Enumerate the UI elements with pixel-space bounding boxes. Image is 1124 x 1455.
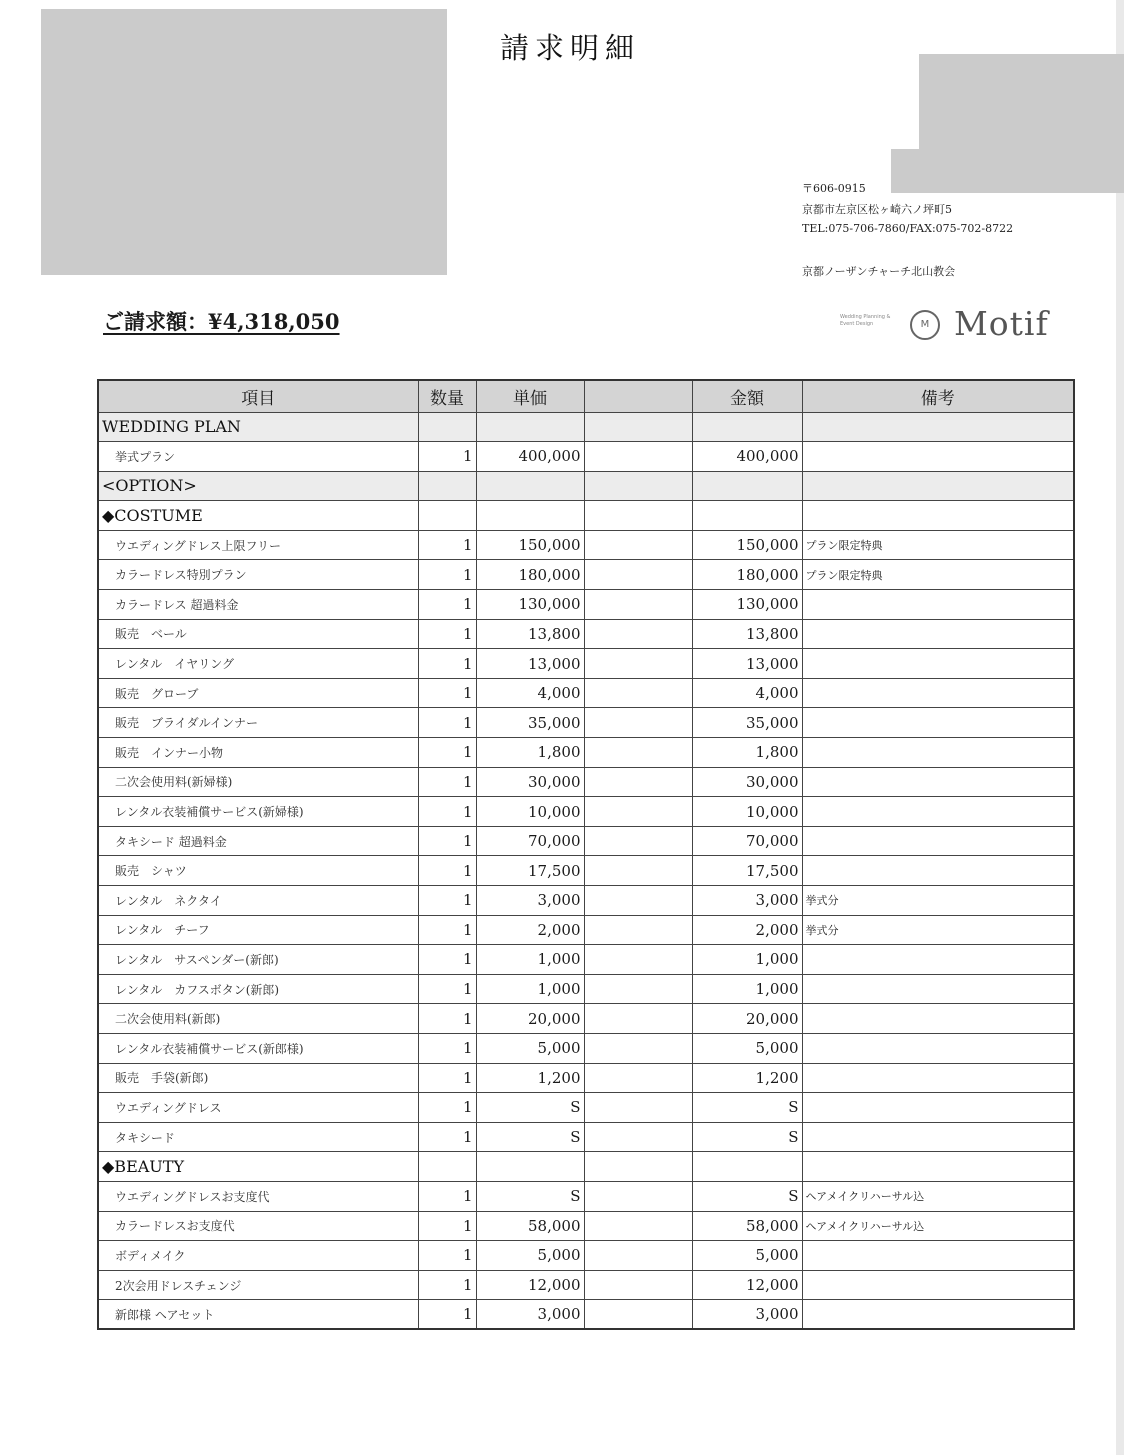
cell-item: レンタル衣装補償サービス(新婦様) bbox=[98, 797, 418, 827]
cell-item: ボディメイク bbox=[98, 1241, 418, 1271]
cell-qty: 1 bbox=[418, 1181, 476, 1211]
cell-price: S bbox=[476, 1093, 584, 1123]
cell-qty: 1 bbox=[418, 1063, 476, 1093]
cell-blank bbox=[584, 1181, 692, 1211]
table-row bbox=[98, 1181, 1074, 1211]
document-title: 請求明細 bbox=[499, 31, 640, 65]
cell-price: 12,000 bbox=[476, 1270, 584, 1300]
table-row bbox=[98, 1093, 1074, 1123]
cell-amount: S bbox=[692, 1093, 802, 1123]
cell-note bbox=[802, 1300, 1074, 1330]
cell-qty bbox=[418, 471, 476, 501]
cell-price: 3,000 bbox=[476, 1300, 584, 1330]
cell-blank bbox=[584, 1033, 692, 1063]
cell-amount: 13,800 bbox=[692, 619, 802, 649]
cell-note bbox=[802, 1004, 1074, 1034]
cell-item: ウエディングドレス bbox=[98, 1093, 418, 1123]
cell-item: レンタル サスペンダー(新郎) bbox=[98, 945, 418, 975]
cell-amount: 1,200 bbox=[692, 1063, 802, 1093]
cell-item: ウエディングドレス上限フリー bbox=[98, 530, 418, 560]
cell-blank bbox=[584, 1063, 692, 1093]
cell-blank bbox=[584, 412, 692, 442]
cell-amount bbox=[692, 412, 802, 442]
section-row bbox=[98, 412, 1074, 442]
cell-price: 3,000 bbox=[476, 886, 584, 916]
cell-item: 販売 ブライダルインナー bbox=[98, 708, 418, 738]
cell-item: ◆BEAUTY bbox=[98, 1152, 418, 1182]
redacted-block bbox=[891, 149, 1124, 193]
cell-price bbox=[476, 501, 584, 531]
cell-price: 400,000 bbox=[476, 442, 584, 472]
table-row bbox=[98, 1241, 1074, 1271]
cell-price: 30,000 bbox=[476, 767, 584, 797]
table-row bbox=[98, 1122, 1074, 1152]
cell-item: 販売 手袋(新郎) bbox=[98, 1063, 418, 1093]
logo-tagline: Wedding Planning & Event Design bbox=[840, 314, 891, 327]
cell-price: 58,000 bbox=[476, 1211, 584, 1241]
cell-amount: 17,500 bbox=[692, 856, 802, 886]
table-row bbox=[98, 1270, 1074, 1300]
cell-qty: 1 bbox=[418, 974, 476, 1004]
cell-amount: 4,000 bbox=[692, 678, 802, 708]
table-row bbox=[98, 945, 1074, 975]
cell-item: カラードレスお支度代 bbox=[98, 1211, 418, 1241]
cell-item: 販売 シャツ bbox=[98, 856, 418, 886]
table-row bbox=[98, 856, 1074, 886]
cell-note bbox=[802, 1122, 1074, 1152]
table-row bbox=[98, 1211, 1074, 1241]
cell-price: 13,800 bbox=[476, 619, 584, 649]
cell-amount: 5,000 bbox=[692, 1241, 802, 1271]
cell-amount: 1,800 bbox=[692, 738, 802, 768]
cell-blank bbox=[584, 767, 692, 797]
cell-qty: 1 bbox=[418, 1122, 476, 1152]
cell-qty bbox=[418, 412, 476, 442]
cell-item: ◆COSTUME bbox=[98, 501, 418, 531]
cell-qty: 1 bbox=[418, 1211, 476, 1241]
cell-item: 販売 インナー小物 bbox=[98, 738, 418, 768]
table-row bbox=[98, 1033, 1074, 1063]
cell-note bbox=[802, 1063, 1074, 1093]
table-row bbox=[98, 797, 1074, 827]
cell-note bbox=[802, 501, 1074, 531]
cell-qty: 1 bbox=[418, 886, 476, 916]
cell-note bbox=[802, 619, 1074, 649]
cell-price: 35,000 bbox=[476, 708, 584, 738]
table-row bbox=[98, 649, 1074, 679]
section-row bbox=[98, 501, 1074, 531]
cell-blank bbox=[584, 560, 692, 590]
cell-price: 13,000 bbox=[476, 649, 584, 679]
cell-price: 1,000 bbox=[476, 974, 584, 1004]
cell-item: レンタル イヤリング bbox=[98, 649, 418, 679]
cell-note bbox=[802, 1270, 1074, 1300]
table-row bbox=[98, 708, 1074, 738]
table-row bbox=[98, 619, 1074, 649]
cell-note bbox=[802, 649, 1074, 679]
logo-mark-icon: M bbox=[910, 310, 940, 340]
cell-item: 挙式プラン bbox=[98, 442, 418, 472]
cell-item: タキシード bbox=[98, 1122, 418, 1152]
table-row bbox=[98, 767, 1074, 797]
cell-price: 1,000 bbox=[476, 945, 584, 975]
cell-item: 二次会使用料(新婦様) bbox=[98, 767, 418, 797]
cell-price: 1,800 bbox=[476, 738, 584, 768]
invoice-table bbox=[97, 379, 1075, 1330]
cell-qty: 1 bbox=[418, 649, 476, 679]
cell-note: ヘアメイクリハーサル込 bbox=[802, 1181, 1074, 1211]
table-row bbox=[98, 886, 1074, 916]
cell-qty: 1 bbox=[418, 945, 476, 975]
cell-note: 挙式分 bbox=[802, 886, 1074, 916]
cell-qty: 1 bbox=[418, 442, 476, 472]
cell-amount: 70,000 bbox=[692, 826, 802, 856]
cell-note bbox=[802, 1152, 1074, 1182]
cell-note: ヘアメイクリハーサル込 bbox=[802, 1211, 1074, 1241]
section-row bbox=[98, 1152, 1074, 1182]
cell-amount: 10,000 bbox=[692, 797, 802, 827]
cell-qty: 1 bbox=[418, 1033, 476, 1063]
cell-price: 150,000 bbox=[476, 530, 584, 560]
cell-note bbox=[802, 974, 1074, 1004]
tel-fax: TEL:075-706-7860/FAX:075-702-8722 bbox=[802, 222, 1014, 235]
cell-item: レンタル カフスボタン(新郎) bbox=[98, 974, 418, 1004]
cell-blank bbox=[584, 1300, 692, 1330]
cell-qty: 1 bbox=[418, 678, 476, 708]
logo-wordmark: Motif bbox=[954, 304, 1049, 343]
cell-blank bbox=[584, 501, 692, 531]
cell-price: 20,000 bbox=[476, 1004, 584, 1034]
cell-blank bbox=[584, 708, 692, 738]
cell-item: 販売 グローブ bbox=[98, 678, 418, 708]
cell-blank bbox=[584, 590, 692, 620]
cell-qty: 1 bbox=[418, 1004, 476, 1034]
cell-amount: 13,000 bbox=[692, 649, 802, 679]
cell-qty: 1 bbox=[418, 708, 476, 738]
header-item: 項目 bbox=[98, 380, 418, 412]
header-price: 単価 bbox=[476, 380, 584, 412]
postal-code: 〒606-0915 bbox=[802, 182, 866, 195]
table-row bbox=[98, 1300, 1074, 1330]
cell-qty: 1 bbox=[418, 1241, 476, 1271]
cell-note: 挙式分 bbox=[802, 915, 1074, 945]
cell-qty bbox=[418, 1152, 476, 1182]
table-row bbox=[98, 1004, 1074, 1034]
cell-amount: 2,000 bbox=[692, 915, 802, 945]
cell-amount: 150,000 bbox=[692, 530, 802, 560]
cell-item: レンタル ネクタイ bbox=[98, 886, 418, 916]
table-row bbox=[98, 530, 1074, 560]
cell-amount: 5,000 bbox=[692, 1033, 802, 1063]
cell-item: レンタル チーフ bbox=[98, 915, 418, 945]
redacted-block bbox=[919, 54, 1124, 149]
cell-blank bbox=[584, 649, 692, 679]
table-row bbox=[98, 826, 1074, 856]
cell-blank bbox=[584, 442, 692, 472]
cell-amount: 3,000 bbox=[692, 1300, 802, 1330]
cell-price: 17,500 bbox=[476, 856, 584, 886]
table-row bbox=[98, 1063, 1074, 1093]
cell-note bbox=[802, 1093, 1074, 1123]
cell-price: 130,000 bbox=[476, 590, 584, 620]
cell-amount bbox=[692, 471, 802, 501]
cell-note bbox=[802, 590, 1074, 620]
cell-blank bbox=[584, 945, 692, 975]
cell-blank bbox=[584, 856, 692, 886]
cell-amount bbox=[692, 1152, 802, 1182]
table-row bbox=[98, 590, 1074, 620]
address-line: 京都市左京区松ヶ崎六ノ坪町5 bbox=[802, 203, 952, 216]
cell-item: 新郎様 ヘアセット bbox=[98, 1300, 418, 1330]
cell-price: 10,000 bbox=[476, 797, 584, 827]
cell-amount: S bbox=[692, 1122, 802, 1152]
cell-blank bbox=[584, 1152, 692, 1182]
cell-note bbox=[802, 412, 1074, 442]
cell-amount: 58,000 bbox=[692, 1211, 802, 1241]
table-row bbox=[98, 974, 1074, 1004]
table-row bbox=[98, 738, 1074, 768]
cell-amount: 400,000 bbox=[692, 442, 802, 472]
cell-price: 70,000 bbox=[476, 826, 584, 856]
cell-blank bbox=[584, 530, 692, 560]
cell-amount: 1,000 bbox=[692, 974, 802, 1004]
cell-note bbox=[802, 797, 1074, 827]
venue-name: 京都ノーザンチャーチ北山教会 bbox=[802, 265, 956, 278]
cell-item: WEDDING PLAN bbox=[98, 412, 418, 442]
company-logo bbox=[840, 304, 1070, 344]
cell-item: カラードレス 超過料金 bbox=[98, 590, 418, 620]
cell-blank bbox=[584, 678, 692, 708]
cell-qty: 1 bbox=[418, 1093, 476, 1123]
cell-note bbox=[802, 1033, 1074, 1063]
cell-price: S bbox=[476, 1122, 584, 1152]
cell-amount: 20,000 bbox=[692, 1004, 802, 1034]
header-amount: 金額 bbox=[692, 380, 802, 412]
cell-note bbox=[802, 1241, 1074, 1271]
invoice-total: ご請求額：¥4,318,050 bbox=[103, 309, 340, 334]
table-row bbox=[98, 678, 1074, 708]
cell-price: S bbox=[476, 1181, 584, 1211]
cell-note bbox=[802, 945, 1074, 975]
cell-qty: 1 bbox=[418, 767, 476, 797]
cell-price: 1,200 bbox=[476, 1063, 584, 1093]
cell-blank bbox=[584, 619, 692, 649]
cell-note bbox=[802, 708, 1074, 738]
cell-blank bbox=[584, 1241, 692, 1271]
cell-amount: 1,000 bbox=[692, 945, 802, 975]
cell-note bbox=[802, 471, 1074, 501]
cell-blank bbox=[584, 974, 692, 1004]
cell-note: プラン限定特典 bbox=[802, 530, 1074, 560]
cell-blank bbox=[584, 1122, 692, 1152]
table-row bbox=[98, 915, 1074, 945]
cell-amount: 35,000 bbox=[692, 708, 802, 738]
cell-note bbox=[802, 856, 1074, 886]
cell-amount: 30,000 bbox=[692, 767, 802, 797]
cell-blank bbox=[584, 738, 692, 768]
cell-note: プラン限定特典 bbox=[802, 560, 1074, 590]
cell-item: カラードレス特別プラン bbox=[98, 560, 418, 590]
cell-item: ウエディングドレスお支度代 bbox=[98, 1181, 418, 1211]
cell-price bbox=[476, 1152, 584, 1182]
cell-note bbox=[802, 767, 1074, 797]
cell-amount: 180,000 bbox=[692, 560, 802, 590]
cell-qty: 1 bbox=[418, 738, 476, 768]
cell-qty: 1 bbox=[418, 619, 476, 649]
cell-blank bbox=[584, 471, 692, 501]
header-blank bbox=[584, 380, 692, 412]
cell-qty: 1 bbox=[418, 826, 476, 856]
cell-blank bbox=[584, 1270, 692, 1300]
cell-price: 4,000 bbox=[476, 678, 584, 708]
cell-qty bbox=[418, 501, 476, 531]
cell-blank bbox=[584, 1211, 692, 1241]
page-edge bbox=[1116, 0, 1124, 1455]
cell-amount bbox=[692, 501, 802, 531]
cell-item: 二次会使用料(新郎) bbox=[98, 1004, 418, 1034]
cell-qty: 1 bbox=[418, 1270, 476, 1300]
cell-qty: 1 bbox=[418, 1300, 476, 1330]
cell-note bbox=[802, 442, 1074, 472]
header-note: 備考 bbox=[802, 380, 1074, 412]
cell-qty: 1 bbox=[418, 560, 476, 590]
cell-price: 2,000 bbox=[476, 915, 584, 945]
cell-blank bbox=[584, 826, 692, 856]
cell-price bbox=[476, 471, 584, 501]
cell-item: タキシード 超過料金 bbox=[98, 826, 418, 856]
cell-blank bbox=[584, 797, 692, 827]
cell-blank bbox=[584, 1093, 692, 1123]
cell-note bbox=[802, 738, 1074, 768]
cell-price: 5,000 bbox=[476, 1241, 584, 1271]
cell-blank bbox=[584, 886, 692, 916]
cell-amount: 3,000 bbox=[692, 886, 802, 916]
cell-blank bbox=[584, 1004, 692, 1034]
table-row bbox=[98, 560, 1074, 590]
cell-qty: 1 bbox=[418, 590, 476, 620]
cell-amount: 130,000 bbox=[692, 590, 802, 620]
section-row bbox=[98, 471, 1074, 501]
table-header-row bbox=[98, 380, 1074, 412]
cell-price bbox=[476, 412, 584, 442]
cell-qty: 1 bbox=[418, 797, 476, 827]
redacted-block bbox=[41, 9, 447, 275]
cell-qty: 1 bbox=[418, 530, 476, 560]
cell-price: 5,000 bbox=[476, 1033, 584, 1063]
cell-item: 2次会用ドレスチェンジ bbox=[98, 1270, 418, 1300]
cell-amount: 12,000 bbox=[692, 1270, 802, 1300]
cell-item: 販売 ベール bbox=[98, 619, 418, 649]
cell-price: 180,000 bbox=[476, 560, 584, 590]
table-row bbox=[98, 442, 1074, 472]
cell-item: レンタル衣装補償サービス(新郎様) bbox=[98, 1033, 418, 1063]
cell-qty: 1 bbox=[418, 856, 476, 886]
cell-qty: 1 bbox=[418, 915, 476, 945]
cell-item: <OPTION> bbox=[98, 471, 418, 501]
cell-note bbox=[802, 678, 1074, 708]
cell-note bbox=[802, 826, 1074, 856]
header-qty: 数量 bbox=[418, 380, 476, 412]
cell-amount: S bbox=[692, 1181, 802, 1211]
cell-blank bbox=[584, 915, 692, 945]
